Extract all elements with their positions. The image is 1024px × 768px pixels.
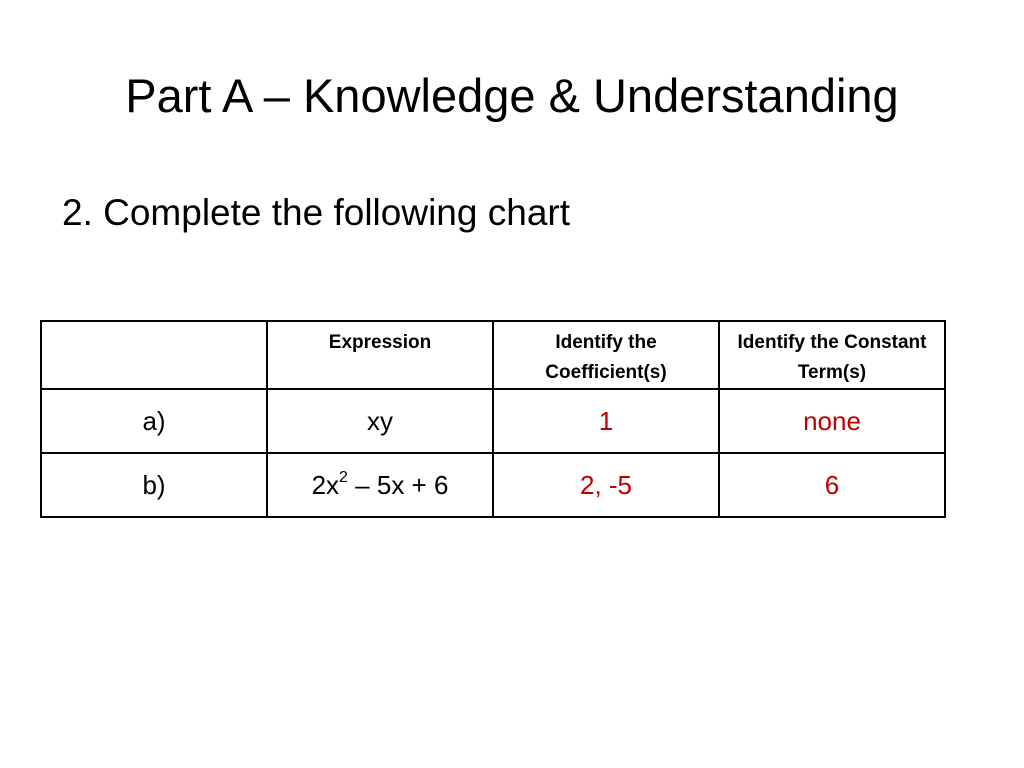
expression-base: 2x: [311, 470, 340, 500]
answer-chart-table: [40, 320, 946, 518]
expression-exponent: 2: [339, 469, 348, 487]
expression-base: xy: [367, 406, 393, 436]
row-label: b): [41, 453, 267, 517]
table-row: [41, 453, 945, 517]
header-constants: Identify the Constant Term(s): [719, 321, 945, 389]
question-prompt: 2. Complete the following chart: [62, 192, 570, 233]
header-coefficients: Identify the Coefficient(s): [493, 321, 719, 389]
slide-title: Part A – Knowledge & Understanding: [125, 69, 899, 122]
constants-answer: none: [719, 389, 945, 453]
table-header-row: [41, 321, 945, 389]
expression-rest: – 5x + 6: [347, 470, 449, 500]
table-row: [41, 389, 945, 453]
expression-cell: [267, 389, 493, 453]
header-expression: Expression: [267, 321, 493, 389]
header-blank: [41, 321, 267, 389]
constants-answer: 6: [719, 453, 945, 517]
expression-cell: [267, 453, 493, 517]
coefficients-answer: 1: [493, 389, 719, 453]
coefficients-answer: 2, -5: [493, 453, 719, 517]
row-label: a): [41, 389, 267, 453]
